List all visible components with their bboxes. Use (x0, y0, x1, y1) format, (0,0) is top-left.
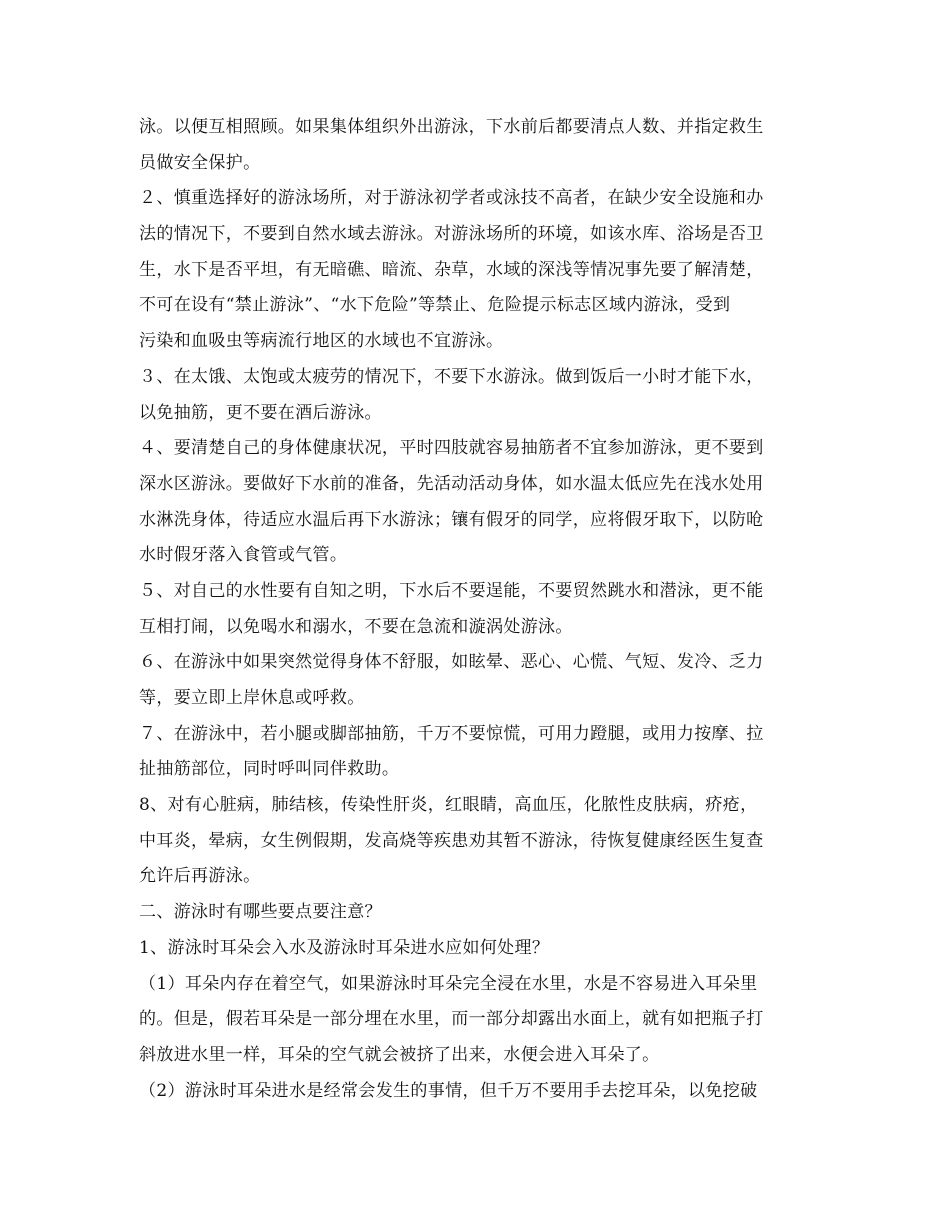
text-line: 斜放进水里一样，耳朵的空气就会被挤了出来，水便会进入耳朵了。 (139, 1044, 660, 1065)
text-line: ４、要清楚自己的身体健康状况，平时四肢就容易抽筋者不宜参加游泳，更不要到 (139, 438, 764, 459)
section-heading: 二、游泳时有哪些要点要注意？ (139, 902, 382, 923)
text-line: 的。但是，假若耳朵是一部分埋在水里，而一部分却露出水面上，就有如把瓶子打 (139, 1009, 764, 1030)
text-line: ３、在太饿、太饱或太疲劳的情况下，不要下水游泳。做到饭后一小时才能下水， (139, 366, 764, 387)
text-line: 中耳炎，晕病，女生例假期，发高烧等疾患劝其暂不游泳，待恢复健康经医生复查 (139, 830, 764, 851)
text-line: 以免抽筋，更不要在酒后游泳。 (139, 402, 382, 423)
text-line: 员做安全保护。 (139, 152, 261, 173)
text-line: 水时假牙落入食管或气管。 (139, 545, 348, 566)
text-line: ２、慎重选择好的游泳场所，对于游泳初学者或泳技不高者，在缺少安全设施和办 (139, 188, 764, 209)
text-line: 深水区游泳。要做好下水前的准备，先活动活动身体，如水温太低应先在浅水处用 (139, 473, 764, 494)
text-line: 污染和血吸虫等病流行地区的水域也不宜游泳。 (139, 331, 504, 352)
text-line: （1）耳朵内存在着空气，如果游泳时耳朵完全浸在水里，水是不容易进入耳朵里 (139, 973, 758, 994)
text-line: 8、对有心脏病，肺结核，传染性肝炎，红眼睛，高血压，化脓性皮肤病，疥疮， (139, 795, 758, 816)
text-line: 水淋洗身体，待适应水温后再下水游泳；镶有假牙的同学，应将假牙取下，以防呛 (139, 509, 764, 530)
text-line: 法的情况下，不要到自然水域去游泳。对游泳场所的环境，如该水库、浴场是否卫 (139, 224, 764, 245)
text-line: ７、在游泳中，若小腿或脚部抽筋，千万不要惊慌，可用力蹬腿，或用力按摩、拉 (139, 723, 764, 744)
text-line: （2）游泳时耳朵进水是经常会发生的事情，但千万不要用手去挖耳朵，以免挖破 (139, 1080, 758, 1101)
text-line: 生，水下是否平坦，有无暗礁、暗流、杂草，水域的深浅等情况事先要了解清楚， (139, 259, 764, 280)
text-line: ６、在游泳中如果突然觉得身体不舒服，如眩晕、恶心、心慌、气短、发冷、乏力 (139, 652, 764, 673)
text-line: 允许后再游泳。 (139, 866, 261, 887)
text-line: 扯抽筋部位，同时呼叫同伴救助。 (139, 759, 400, 780)
text-line: 不可在设有“禁止游泳”、“水下危险”等禁止、危险提示标志区域内游泳，受到 (139, 295, 731, 316)
text-line: ５、对自己的水性要有自知之明，下水后不要逞能，不要贸然跳水和潜泳，更不能 (139, 580, 764, 601)
text-line: 等，要立即上岸休息或呼救。 (139, 688, 365, 708)
text-line: 互相打闹，以免喝水和溺水，不要在急流和漩涡处游泳。 (139, 616, 573, 637)
text-line: 泳。以便互相照顾。如果集体组织外出游泳，下水前后都要清点人数、并指定救生 (139, 117, 764, 137)
subsection-heading: 1、游泳时耳朵会入水及游泳时耳朵进水应如何处理？ (139, 937, 550, 958)
document-body (139, 110, 814, 1109)
